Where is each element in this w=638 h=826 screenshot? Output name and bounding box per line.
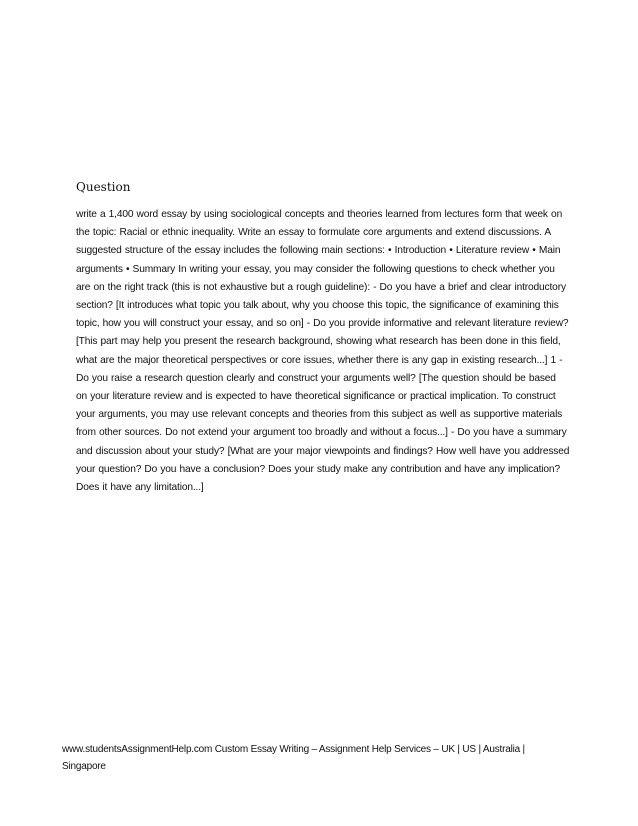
page-footer: www.studentsAssignmentHelp.com Custom Essay Writing – Assignment Help Services – UK | US | Australia | Singapore: [62, 744, 525, 772]
section-heading: Question: [76, 180, 131, 194]
question-body-text: write a 1,400 word essay by using sociological concepts and theories learned from lectures form that week on the topic: Racial or ethnic inequality. Write an essay to formulate core arguments and extend discussions. A suggested structure of the essay includes the following main sections: • Introduction • Literature review • Main arguments • Summary In writing your essay, you may consider the following questions to check whether you are on the right track (this is not exhaustive but a rough guideline): - Do you have a brief and clear introductory section? [It introduces what topic you talk about, why you choose this topic, the significance of examining this topic, how you will construct your essay, and so on] - Do you provide informative and relevant literature review? [This part may help you present the research background, showing what research has been done in this field, what are the major theoretical perspectives or core issues, whether there is any gap in existing research...] 1 - Do you raise a research question clearly and construct your arguments well? [The question should be based on your literature review and is expected to have theoretical significance or practical implication. To construct your arguments, you may use relevant concepts and theories from this subject as well as supportive materials from other sources. Do not extend your argument too broadly and without a focus...] - Do you have a summary and discussion about your study? [What are your major viewpoints and findings? How well have you addressed your question? Do you have a conclusion? Does your study make any contribution and have any implication? Does it have any limitation...]: [76, 209, 570, 494]
